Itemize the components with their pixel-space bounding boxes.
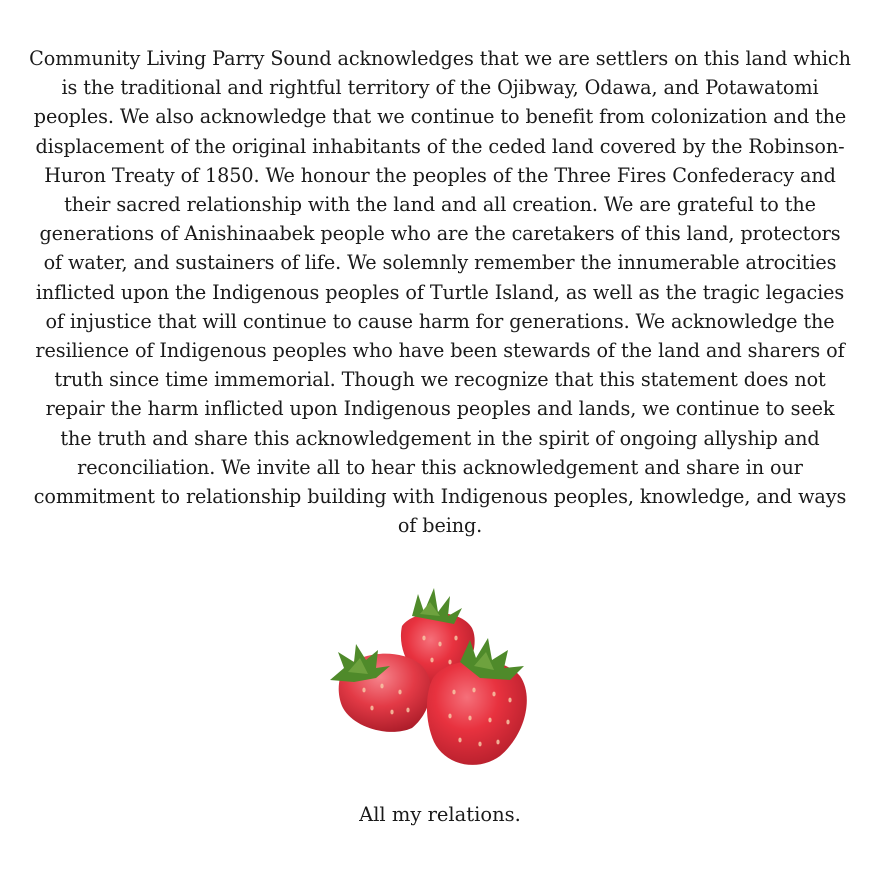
strawberries-watercolor-icon [320, 582, 542, 774]
land-acknowledgement-text: Community Living Parry Sound acknowledges that we are settlers on this land which is the traditional and rightful territory of the Ojibway, Odawa, and Potawatomi peoples. We also acknowledge that we continue to benefit from colonization and the displacement of the original inhabitants of the ceded land covered by the Robinson-Huron Treaty of 1850. We honour the peoples of the Three Fires Confederacy and their sacred relationship with the land and all creation. We are grateful to the generations of Anishinaabek people who are the caretakers of this land, protectors of water, and sustainers of life. We solemnly remember the innumerable atrocities inflicted upon the Indigenous peoples of Turtle Island, as well as the tragic legacies of injustice that will continue to cause harm for generations. We acknowledge the resilience of Indigenous peoples who have been stewards of the land and sharers of truth since time immemorial. Though we recognize that this statement does not repair the harm inflicted upon Indigenous peoples and lands, we continue to seek the truth and share this acknowledgement in the spirit of ongoing allyship and reconciliation. We invite all to hear this acknowledgement and share in our commitment to relationship building with Indigenous peoples, knowledge, and ways of being. [29, 47, 851, 538]
closing-line: All my relations. [359, 803, 521, 826]
